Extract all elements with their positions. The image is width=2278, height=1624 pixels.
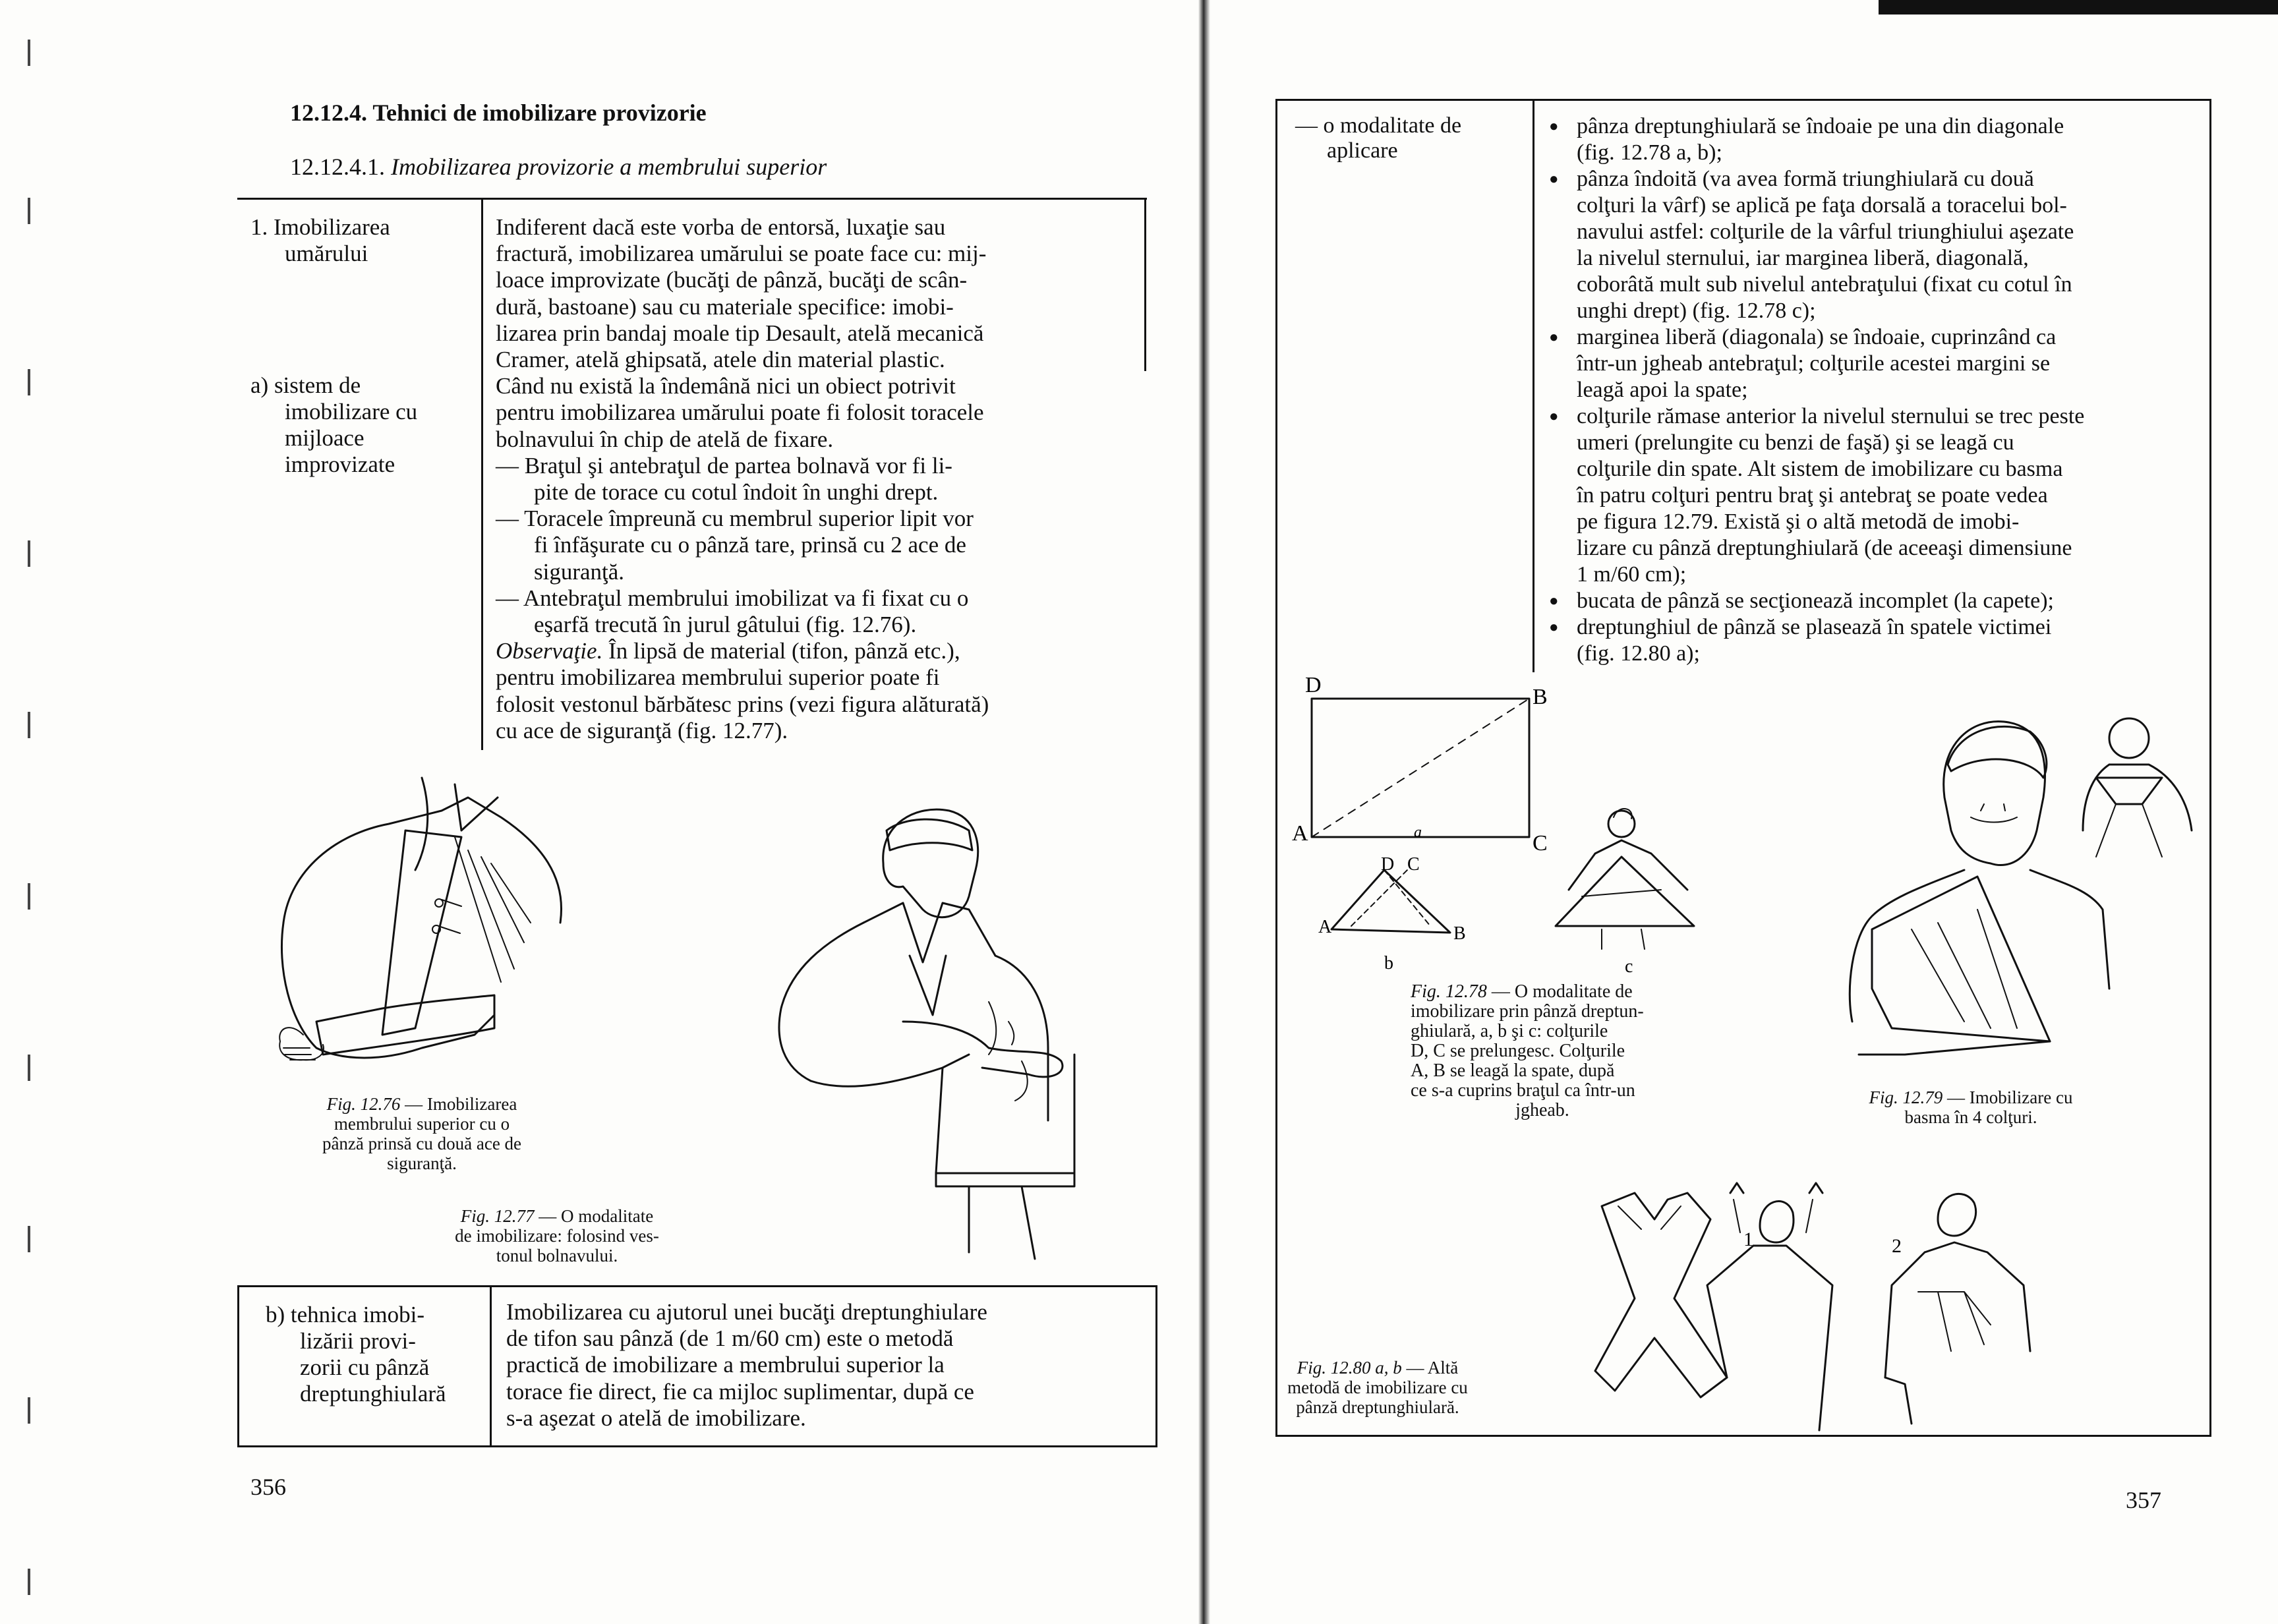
fig-12-76-label: Fig. 12.76 — [326, 1094, 401, 1114]
fig-12-78-caption: Fig. 12.78 — O modalitate de imobilizare prin pânză dreptun- ghiulară, a, b şi c: colţurile D, C se prelungesc. Colţurile A, B se leagă la spate, după ce s-a cuprins braţul ca într-un jgheab. — [1411, 981, 1644, 1120]
section-title: 12.12.4. Tehnici de imobilizare provizorie — [290, 100, 707, 126]
svg-text:C: C — [1407, 854, 1420, 875]
page-number-right: 357 — [2126, 1487, 2161, 1513]
corner-b: B — [1533, 685, 1548, 709]
fig-12-76-caption: Fig. 12.76 — Imobilizarea membrului superior cu o pânză prinsă cu două ace de siguranţă. — [322, 1094, 522, 1173]
fig-12-79-illustration — [1832, 712, 2202, 1081]
fig-12-78-label: Fig. 12.78 — [1411, 981, 1487, 1002]
num-1-label: 1 — [1743, 1229, 1753, 1250]
page-number-left: 356 — [250, 1474, 286, 1500]
fig-12-77-label: Fig. 12.77 — [460, 1206, 535, 1226]
bullet-list — [1549, 113, 2198, 667]
list-item: ● marginea liberă (diagonala) se îndoaie, cuprinzând ca într-un jgheab antebraţul; colţurile acestei margini se leagă apoi la spate; — [1549, 324, 2198, 403]
row-sub-b: b) tehnica imobi- lizării provi- zorii cu pânză dreptunghiulară — [266, 1302, 446, 1406]
fig-12-78-diagram — [1292, 672, 1720, 975]
list-item: ● pânza dreptunghiulară se îndoaie pe una din diagonale (fig. 12.78 a, b); — [1549, 113, 2198, 166]
mode-label: — o modalitate de aplicare — [1295, 113, 1462, 163]
fig-12-79-caption: Fig. 12.79 — Imobilizare cu basma în 4 colţuri. — [1869, 1088, 2073, 1127]
sub-a-label: a — [1414, 824, 1422, 841]
observation-label: Observaţie. — [496, 638, 603, 664]
row-body: Indiferent dacă este vorba de entorsă, luxaţie sau fractură, imobilizarea umărului se poate face cu: mij- loace improvizate (bucăţi de pânză, bucăţi de scân- dură, bastoane) sau cu materiale specifice: imobi- lizarea prin bandaj moale tip Desault, atelă mecanică Cramer, atelă ghipsată, atele din material plastic. Când nu există la îndemână nici un obiect potrivit pentru imobilizarea umărului poate fi folosit toracele bolnavului în chip de atelă de fixare. — Braţul şi antebraţul de partea bolnavă vor fi li- pite de torace cu cotul îndoit în unghi drept. — Toracele împreună cu membrul superior lipit vor fi înfăşurate cu o pânză tare, prinsă cu 2 ace de siguranţă. — Antebraţul membrului imobilizat va fi fixat cu o eşarfă trecută în jurul gâtului (fig. 12.76). Observaţie. În lipsă de material (tifon, pânză etc.), pentru imobilizarea membrului superior poate fi folosit vestonul bărbătesc prins (vezi figura alăturată) cu ace de siguranţă (fig. 12.77). — [496, 214, 989, 743]
subsection-number: 12.12.4.1. — [290, 154, 385, 180]
fig-12-80-illustration — [1595, 1180, 2136, 1430]
binding-edge — [0, 0, 73, 1624]
row-b-body: Imobilizarea cu ajutorul unei bucăţi dreptunghiulare de tifon sau pânză (de 1 m/60 cm) este o metodă practică de imobilizare a membrului superior la torace fie direct, fie ca mijloc suplimentar, după ce s-a aşezat o atelă de imobilizare. — [506, 1299, 987, 1431]
table-rectangular-cloth — [237, 1285, 1157, 1447]
list-item: ● pânza îndoită (va avea formă triunghiulară cu două colţuri la vârf) se aplică pe faţa dorsală a toracelui bol- navului astfel: colţurile de la vârful triunghiului aşezate la nivelul sternului, iar marginea liberă, diagonală, coborâtă mult sub nivelul antebraţului (fixat cu cotul în unghi drept) (fig. 12.78 c); — [1549, 166, 2198, 324]
sub-c-label: c — [1625, 956, 1633, 977]
corner-d: D — [1305, 673, 1322, 697]
corner-c: C — [1533, 831, 1548, 856]
table-shoulder-immobilization — [237, 198, 1147, 750]
row-sub-a: a) sistem de imobilizare cu mijloace improvizate — [250, 372, 418, 477]
corner-a: A — [1292, 821, 1308, 846]
num-2-label: 2 — [1892, 1235, 1902, 1257]
sub-b-label: b — [1384, 953, 1393, 973]
fig-12-77-illustration — [771, 804, 1114, 1279]
subsection-heading — [290, 153, 827, 181]
svg-text:B: B — [1453, 923, 1466, 944]
list-item: ● dreptunghiul de pânză se plasează în spatele victimei (fig. 12.80 a); — [1549, 614, 2198, 667]
subsection-title: Imobilizarea provizorie a membrului superior — [391, 154, 827, 180]
svg-text:A: A — [1318, 917, 1332, 937]
book-spine — [1198, 0, 1210, 1624]
fig-12-76-illustration — [264, 771, 580, 1081]
row-title: 1. Imobilizarea umărului — [250, 214, 390, 266]
scan-edge-shadow — [1879, 0, 2278, 14]
svg-text:D: D — [1381, 854, 1395, 875]
fig-12-80-label: Fig. 12.80 a, b — [1297, 1358, 1402, 1378]
fig-12-77-caption: Fig. 12.77 — O modalitate de imobilizare: folosind ves- tonul bolnavului. — [455, 1206, 659, 1265]
fig-12-79-label: Fig. 12.79 — [1869, 1088, 1943, 1107]
fig-12-80-caption: Fig. 12.80 a, b — Altă metodă de imobilizare cu pânză dreptunghiulară. — [1287, 1358, 1468, 1417]
list-item: ● colţurile rămase anterior la nivelul sternului se trec peste umeri (prelungite cu benzi de faşă) şi se leagă cu colţurile din spate. Alt sistem de imobilizare cu basma în patru colţuri pentru braţ şi antebraţ se poate vedea pe figura 12.79. Există şi o altă metodă de imobi- lizare cu pânză dreptunghiulară (de aceeaşi dimensiune 1 m/60 cm); — [1549, 403, 2198, 588]
list-item: ● bucata de pânză se secţionează incomplet (la capete); — [1549, 588, 2198, 614]
